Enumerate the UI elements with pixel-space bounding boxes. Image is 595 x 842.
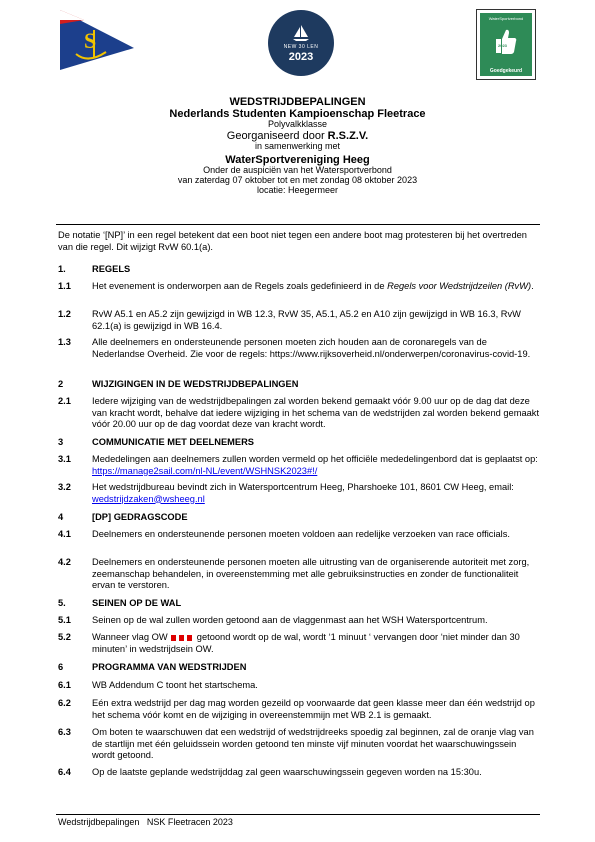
section-title: REGELS <box>92 264 131 274</box>
item-text <box>92 632 540 655</box>
section-title: PROGRAMMA VAN WEDSTRIJDEN <box>92 662 247 672</box>
item-number: 3.1 <box>58 454 71 464</box>
item-number: 4.1 <box>58 529 71 539</box>
item-text: Iedere wijziging van de wedstrijdbepalingen zal worden bekend gemaakt vóór 9.00 uur op de dag dat deze van kracht wordt, behalve dat iedere wijziging in het schema van de wedstrijden zal worden bekend gemaakt vóór 20.00 uur op de dag voordat deze van kracht wordt. <box>92 396 540 430</box>
sailboat-icon <box>291 24 311 42</box>
section-number: 3 <box>58 437 64 447</box>
partner-name: WaterSportvereniging Heeg <box>225 154 370 167</box>
rule-item <box>58 615 540 627</box>
event-location: locatie: Heegermeer <box>256 184 339 195</box>
item-number: 6.1 <box>58 680 71 690</box>
item-text-body: Het wedstrijdbureau bevindt zich in Watersportcentrum Heeg, Pharshoeke 101, 8601 CW Heeg, email: <box>92 482 514 492</box>
rule-item <box>58 529 540 541</box>
section-number: 5. <box>58 598 66 608</box>
item-text-body: Mededelingen aan deelnemers zullen worden vermeld op het officiële mededelingenbord dat is geplaatst op: <box>92 454 538 464</box>
section-heading <box>58 598 540 610</box>
item-number: 6.4 <box>58 767 71 777</box>
rule-item <box>58 698 540 721</box>
club-burgee-logo <box>58 8 136 72</box>
item-text: Op de laatste geplande wedstrijddag zal geen waarschuwingssein gegeven worden na 15:30u. <box>92 767 482 777</box>
section-title: SEINEN OP DE WAL <box>92 598 182 608</box>
section-number: 2 <box>58 379 64 389</box>
item-number: 6.2 <box>58 698 71 708</box>
item-text <box>92 454 540 477</box>
section-title: COMMUNICATIE MET DEELNEMERS <box>92 437 255 447</box>
rule-item <box>58 454 540 477</box>
approval-logo <box>476 9 536 80</box>
event-circle-logo <box>268 10 334 76</box>
item-number: 2.1 <box>58 396 71 406</box>
document-header <box>0 96 595 196</box>
header-divider <box>56 224 540 225</box>
approval-logo-year: 2023 <box>498 43 507 48</box>
item-text: WB Addendum C toont het startschema. <box>92 680 258 690</box>
item-number: 4.2 <box>58 557 71 567</box>
item-number: 3.2 <box>58 482 71 492</box>
noticeboard-link[interactable]: https://manage2sail.com/nl-NL/event/WSHNSK2023#!/ <box>92 465 318 476</box>
item-text-pre: Wanneer vlag OW <box>92 632 171 642</box>
rule-item <box>58 632 540 655</box>
section-heading <box>58 662 540 674</box>
organised-prefix: Georganiseerd door <box>226 130 328 143</box>
event-dates: van zaterdag 07 oktober tot en met zondag 08 oktober 2023 <box>177 175 418 186</box>
rule-item <box>58 396 540 431</box>
item-text: RvW A5.1 en A5.2 zijn gewijzigd in WB 12.3, RvW 35, A5.1, A5.2 en A10 zijn gewijzigd in WB 16.3, RvW 62.1(a) is gewijzigd in WB 16.4. <box>92 309 521 331</box>
section-heading <box>58 264 540 276</box>
rule-item <box>58 281 540 293</box>
rule-item <box>58 767 540 779</box>
item-number: 1.2 <box>58 309 71 319</box>
item-text: Deelnemers en ondersteunende personen moeten voldoen aan redelijke verzoeken van race officials. <box>92 529 510 539</box>
circle-logo-year: 2023 <box>288 50 314 63</box>
rule-item <box>58 680 540 692</box>
section-heading <box>58 437 540 449</box>
item-number: 1.1 <box>58 281 71 291</box>
document-title: WEDSTRIJDBEPALINGEN <box>229 96 366 108</box>
item-number: 6.3 <box>58 727 71 737</box>
rule-item <box>58 482 540 505</box>
auspices-line: Onder de auspiciën van het Watersportverbond <box>203 165 392 176</box>
item-text: Om boten te waarschuwen dat een wedstrijd of wedstrijdreeks spoedig zal beginnen, zal de oranje vlag van de startlijn met één geluidssein worden getoond ten minste vijf minuten voordat het waarschuwingssein wordt getoond. <box>92 727 534 761</box>
item-text: Alle deelnemers en ondersteunende personen moeten zich houden aan de coronaregels van de Nederlandse Overheid. Zie voor de regels: https://www.rijksoverheid.nl/onderwerpen/coronavirus-covid-19. <box>92 337 531 359</box>
rule-item <box>58 309 540 332</box>
svg-text:S: S <box>84 28 97 53</box>
item-text-pre: Het evenement is onderworpen aan de Regels zoals gedefinieerd in de <box>92 281 388 291</box>
section-number: 1. <box>58 264 66 274</box>
circle-logo-title: NEW 30 LEN <box>283 43 319 50</box>
email-link[interactable]: wedstrijdzaken@wsheeg.nl <box>92 493 205 504</box>
rule-item <box>58 557 540 592</box>
section-heading <box>58 379 540 391</box>
boat-class: Polyvalkklasse <box>267 119 328 130</box>
footer-divider <box>56 814 540 815</box>
item-text: Eén extra wedstrijd per dag mag worden gezeild op voorwaarde dat geen klasse meer dan één wedstrijd op het schema vóór komt en de wijziging in overeenstemmijn met WB 2.1 is gemaakt. <box>92 698 535 720</box>
approval-logo-bottom: Goedgekeurd <box>489 68 523 74</box>
section-number: 4 <box>58 512 64 522</box>
item-number: 1.3 <box>58 337 71 347</box>
item-number: 5.2 <box>58 632 71 642</box>
ow-flag-icon <box>171 635 193 641</box>
item-text: Seinen op de wal zullen worden getoond aan de vlaggenmast aan het WSH Watersportcentrum. <box>92 615 488 625</box>
cooperation-line: in samenwerking met <box>254 141 341 152</box>
item-number: 5.1 <box>58 615 71 625</box>
item-text-post: . <box>531 281 534 291</box>
thumbs-up-icon <box>494 27 518 57</box>
document-subtitle: Nederlands Studenten Kampioenschap Fleetrace <box>169 108 426 121</box>
section-title: WIJZIGINGEN IN DE WEDSTRIJDBEPALINGEN <box>92 379 299 389</box>
item-text <box>92 482 540 505</box>
section-number: 6 <box>58 662 64 672</box>
page-footer: Wedstrijdbepalingen NSK Fleetracen 2023 <box>58 817 233 827</box>
item-text-italic: Regels voor Wedstrijdzeilen (RvW) <box>387 281 532 291</box>
item-text <box>92 281 540 293</box>
rule-item <box>58 727 540 762</box>
section-title: [DP] GEDRAGSCODE <box>92 512 188 522</box>
rule-item <box>58 337 540 360</box>
item-text-post: getoond wordt op de wal, wordt ‘1 minuut ‘ vervangen door ‘niet minder dan 30 minuten’ in wedstrijdsein OW. <box>92 632 520 654</box>
organiser-name: R.S.Z.V. <box>327 130 369 143</box>
np-notice: De notatie ‘[NP]’ in een regel betekent dat een boot niet tegen een andere boot mag protesteren bij het overtreden van die regel. Dit wijzigt RvW 60.1(a). <box>58 230 527 252</box>
item-text: Deelnemers en ondersteunende personen moeten alle uitrusting van de organiserende autoriteit met zorg, zeemanschap behandelen, in overeenstemming met alle gebruiksinstructies en zonder de functionaliteit ervan te verstoren. <box>92 557 530 591</box>
approval-logo-top: WaterSportverbond <box>488 16 524 21</box>
section-heading <box>58 512 540 524</box>
